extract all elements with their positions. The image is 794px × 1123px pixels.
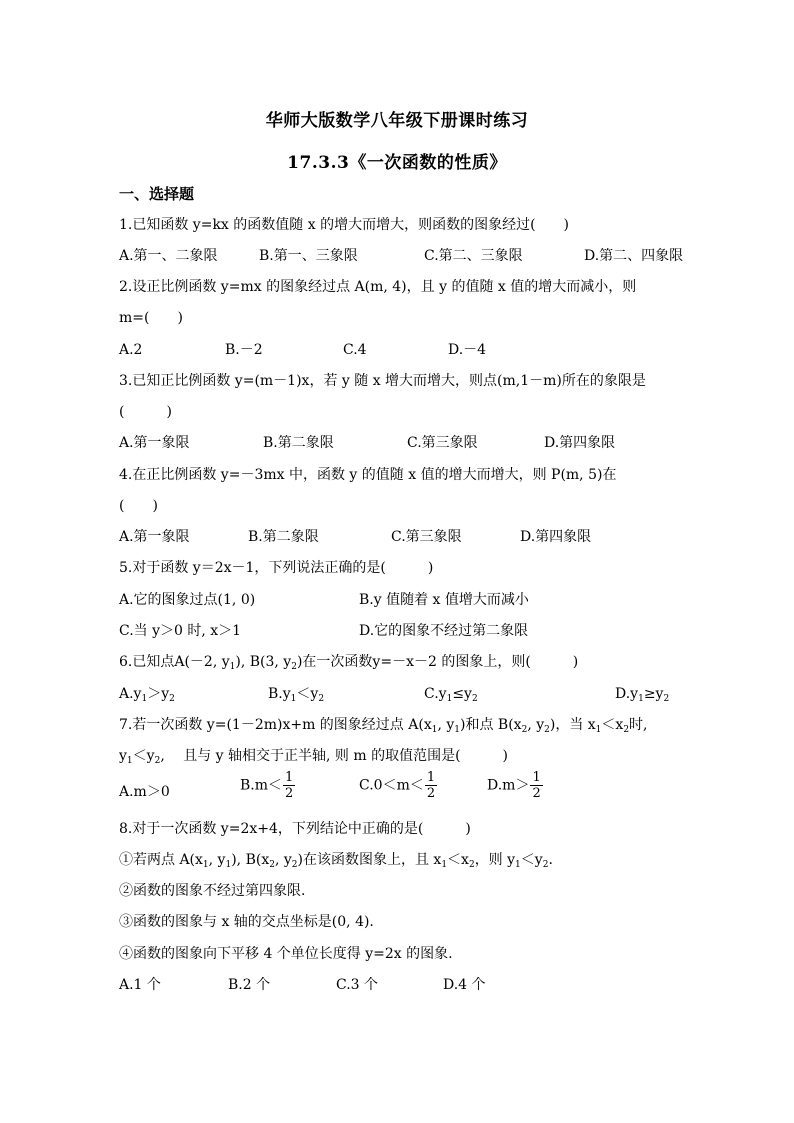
question-2-stem: 2.设正比例函数 y=mx 的图象经过点 A(m, 4)，且 y 的值随 x 值的增大而减小，则 [119,279,637,295]
q1-option-c: C.第二、三象限 [424,248,523,264]
q8-statement-2: ②函数的图象不经过第四象限. [119,883,306,899]
q3-option-d: D.第四象限 [544,435,616,451]
q8-option-b: B.2 个 [228,977,271,993]
q2-option-b: B.－2 [225,342,263,358]
q7-option-b: B.m＜ $\frac{1}{2}$ [240,770,294,801]
q8-option-d: D.4 个 [443,977,486,993]
document-title: 华师大版数学八年级下册课时练习 [265,111,529,131]
document-subtitle: 17.3.3《一次函数的性质》 [287,153,507,173]
q6-option-c: $C.y_1\le y_2$ [424,686,478,704]
q8-option-c: C.3 个 [336,977,379,993]
fraction-one-half: $\frac{1}{2}$ [285,770,294,801]
question-7-stem: 7.若一次函数 y=(1－2m)x+m 的图象经过点 $A(x_1$, $y_1$)和点 $B(x_2$, $y_2$)，当 $x_1<x_2$时, [119,717,648,735]
q7-option-d: D.m＞ $\frac{1}{2}$ [487,770,541,801]
q8-statement-3: ③函数的图象与 x 轴的交点坐标是(0, 4). [119,914,374,930]
question-3-stem: 3.已知正比例函数 y=(m－1)x，若 y 随 x 增大而增大，则点(m,1－m)所在的象限是 [119,373,646,389]
question-5-stem: 5.对于函数 y＝2x－1，下列说法正确的是( ) [119,560,434,576]
q2-option-d: D.－4 [448,342,487,358]
q5-option-d: D.它的图象不经过第二象限 [359,623,529,639]
question-2-stem-cont: m=( ) [119,310,183,326]
q4-option-c: C.第三象限 [391,529,462,545]
question-6-stem: 6.已知点A(－2, $y_1$), B(3, $y_2$)在一次函数y=－x－2 的图象上，则( ) [119,654,579,672]
q6-option-b: $B.y_1<y_2$ [268,686,325,704]
fraction-one-half: $\frac{1}{2}$ [532,770,541,801]
question-4-stem-cont: ( ) [119,498,158,514]
q8-statement-4: ④函数的图象向下平移 4 个单位长度得 y=2x 的图象. [119,946,453,962]
q4-option-b: B.第二象限 [248,529,319,545]
q7-option-c: C.0＜m＜ $\frac{1}{2}$ [359,770,436,801]
q5-option-c: C.当 y＞0 时, x＞1 [119,623,242,639]
q4-option-a: A.第一象限 [119,529,190,545]
question-8-stem: 8.对于一次函数 y=2x+4，下列结论中正确的是( ) [119,821,471,837]
q3-option-a: A.第一象限 [119,435,190,451]
q1-option-d: D.第二、四象限 [584,248,684,264]
q8-option-a: A.1 个 [119,977,161,993]
question-4-stem: 4.在正比例函数 y=－3mx 中，函数 y 的值随 x 值的增大而增大，则 P(m, 5)在 [119,467,617,483]
q2-option-c: C.4 [343,342,367,358]
q2-option-a: A.2 [119,342,143,358]
q4-option-d: D.第四象限 [520,529,592,545]
question-1-stem: 1.已知函数 y=kx 的函数值随 x 的增大而增大，则函数的图象经过( ) [119,217,569,233]
q6-option-d: $D.y_1\ge y_2$ [615,686,670,704]
q5-option-a: A.它的图象过点(1, 0) [119,592,256,608]
q6-option-a: $A.y_1>y_2$ [119,686,175,704]
q1-option-b: B.第一、三象限 [259,248,358,264]
fraction-one-half: $\frac{1}{2}$ [426,770,436,801]
question-7-stem-cont: $y_1<y_2$, 且与 y 轴相交于正半轴, 则 m 的取值范围是( ) [119,748,509,766]
q5-option-b: B.y 值随着 x 值增大而减小 [359,592,529,608]
q7-option-a: A.m＞0 [119,784,170,800]
q3-option-b: B.第二象限 [263,435,334,451]
q1-option-a: A.第一、二象限 [119,248,218,264]
q3-option-c: C.第三象限 [407,435,478,451]
section-heading: 一、选择题 [119,185,195,203]
question-3-stem-cont: ( ) [119,404,172,420]
q8-statement-1: ①若两点 $A(x_1$, $y_1$), $B(x_2$, $y_2$)在该函数图象上，且 $x_1<x_2$，则 $y_1<y_2$. [119,852,553,870]
